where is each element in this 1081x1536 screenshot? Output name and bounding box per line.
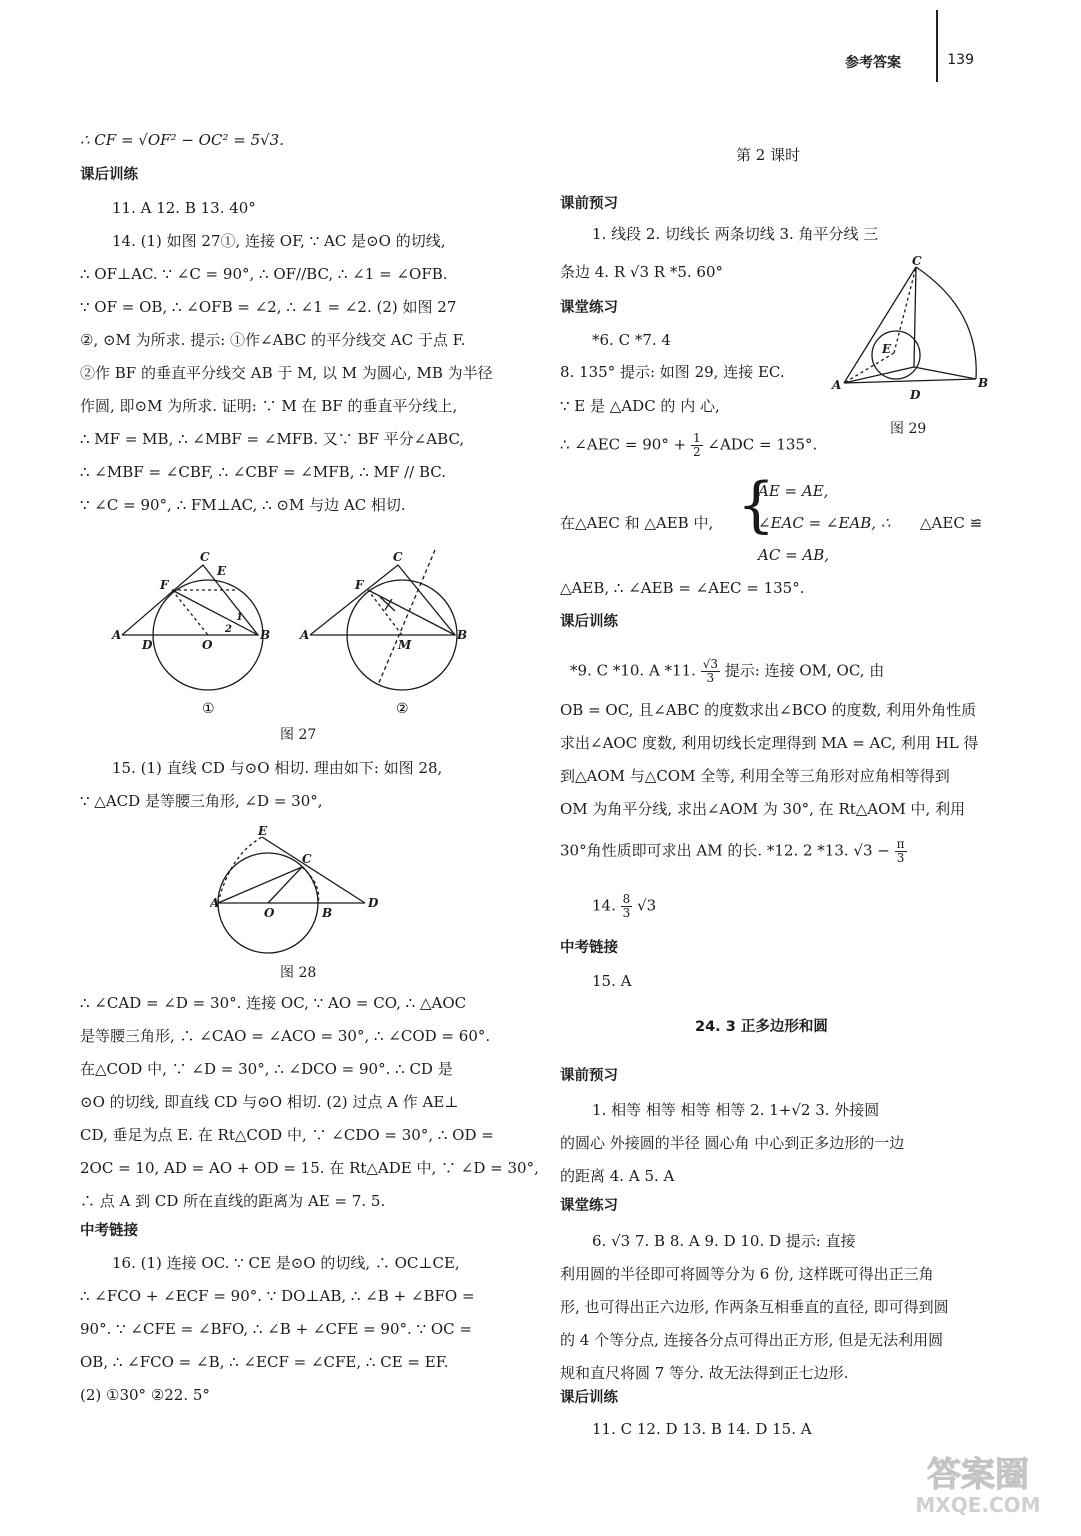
text-line: 6. √3 7. B 8. A 9. D 10. D 提示: 直接 (592, 1232, 856, 1250)
text-line: 的圆心 外接圆的半径 圆心角 中心到正多边形的一边 (560, 1134, 905, 1152)
case-line: AC = AB, (758, 546, 830, 564)
text-line: CD, 垂足为点 E. 在 Rt△COD 中, ∵ ∠CDO = 30°, ∴ OD = (80, 1126, 494, 1144)
section-heading: 中考链接 (560, 940, 618, 956)
text-line: 在△COD 中, ∵ ∠D = 30°, ∴ ∠DCO = 90°. ∴ CD 是 (80, 1060, 453, 1078)
text-line (560, 432, 817, 459)
svg-text:D: D (142, 638, 153, 652)
text-line: ∴ 点 A 到 CD 所在直线的距离为 AE = 7. 5. (80, 1192, 386, 1210)
figure-27 (110, 545, 510, 720)
section-heading: 课后训练 (80, 167, 138, 183)
svg-text:O: O (264, 906, 275, 920)
text-line: 14. (1) 如图 27①, 连接 OF, ∵ AC 是⊙O 的切线, (112, 232, 446, 250)
figure-27-caption: 图 27 (280, 727, 317, 743)
svg-text:1: 1 (236, 612, 243, 623)
text-line: 形, 也可得出正六边形, 作两条互相垂直的直径, 即可得到圆 (560, 1298, 949, 1316)
figure-29-caption: 图 29 (890, 421, 927, 437)
fraction-den: 2 (692, 445, 701, 459)
text-line: ∴ ∠MBF = ∠CBF, ∴ ∠CBF = ∠MFB, ∴ MF // BC. (80, 463, 446, 481)
text-line: ∴ OF⊥AC. ∵ ∠C = 90°, ∴ OF//BC, ∴ ∠1 = ∠OFB. (80, 265, 448, 283)
text-seg: 14. (592, 896, 616, 915)
fraction-den: 3 (622, 906, 631, 920)
text-line: ∴ ∠FCO + ∠ECF = 90°. ∵ DO⊥AB, ∴ ∠B + ∠BFO = (80, 1287, 475, 1305)
text-line: 90°. ∵ ∠CFE = ∠BFO, ∴ ∠B + ∠CFE = 90°. ∵ OC = (80, 1320, 472, 1338)
section-heading: 课堂练习 (560, 300, 618, 316)
text-line: 利用圆的半径即可将圆等分为 6 份, 这样既可得出正三角 (560, 1265, 934, 1283)
fraction-num: 1 (692, 431, 701, 445)
fraction-num: √3 (702, 657, 718, 671)
fig27-sub-label-2: ② (396, 701, 409, 717)
svg-text:A: A (300, 628, 310, 642)
section-heading: 课前预习 (560, 1068, 618, 1084)
section-heading: 课前预习 (560, 196, 618, 212)
svg-text:2: 2 (225, 624, 232, 635)
fraction-den: 3 (706, 671, 715, 685)
fraction (621, 893, 633, 920)
text-line (592, 893, 656, 920)
page-number: 139 (947, 52, 974, 68)
text-line: OB = OC, 且∠ABC 的度数求出∠BCO 的度数, 利用外角性质 (560, 701, 977, 719)
svg-text:F: F (355, 578, 364, 592)
fraction (701, 658, 720, 685)
text-line: 15. (1) 直线 CD 与⊙O 相切. 理由如下: 如图 28, (112, 759, 443, 777)
text-line: ∴ MF = MB, ∴ ∠MBF = ∠MFB. 又∵ BF 平分∠ABC, (80, 430, 465, 448)
lesson-title: 第 2 课时 (736, 146, 801, 164)
text-line: *6. C *7. 4 (592, 331, 671, 349)
text-line: ⊙O 的切线, 即直线 CD 与⊙O 相切. (2) 过点 A 作 AE⊥ (80, 1093, 459, 1111)
section-title: 24. 3 正多边形和圆 (695, 1019, 828, 1035)
text-seg: *9. C *10. A *11. (570, 661, 696, 680)
svg-text:B: B (260, 628, 271, 642)
svg-text:M: M (398, 638, 412, 652)
text-line: ∵ ∠C = 90°, ∴ FM⊥AC, ∴ ⊙M 与边 AC 相切. (80, 496, 406, 514)
section-heading: 中考链接 (80, 1223, 138, 1239)
watermark-url: MXQE.COM (915, 1493, 1041, 1517)
figure-28-caption: 图 28 (280, 965, 317, 981)
text-line: 在△AEC 和 △AEB 中, (560, 514, 714, 532)
text-line: 到△AOM 与△COM 全等, 利用全等三角形对应角相等得到 (560, 767, 950, 785)
text-line: 条边 4. R √3 R *5. 60° (560, 263, 724, 281)
text-line: 1. 线段 2. 切线长 两条切线 3. 角平分线 三 (592, 225, 879, 243)
text-line: OM 为角平分线, 求出∠AOM 为 30°, 在 Rt△AOM 中, 利用 (560, 800, 966, 818)
text-line: 15. A (592, 972, 632, 990)
section-heading: 课后训练 (560, 614, 618, 630)
text-seg: 提示: 连接 OM, OC, 由 (724, 661, 885, 680)
svg-text:D: D (910, 388, 921, 402)
text-line: 2OC = 10, AD = AO + OD = 15. 在 Rt△ADE 中, ∵ ∠D = 30°, (80, 1159, 539, 1177)
fig27-sub-label-1: ① (202, 701, 215, 717)
watermark-text: 答案圈 (927, 1455, 1029, 1495)
figure-28 (210, 825, 390, 955)
brace-symbol: { (737, 470, 776, 540)
svg-text:E: E (217, 564, 227, 578)
text-line: (2) ①30° ②22. 5° (80, 1386, 210, 1404)
text-line: 8. 135° 提示: 如图 29, 连接 EC. (560, 363, 785, 381)
svg-text:A: A (112, 628, 122, 642)
text-line: ∵ OF = OB, ∴ ∠OFB = ∠2, ∴ ∠1 = ∠2. (2) 如图 27 (80, 298, 457, 316)
text-line: ∵ E 是 △ADC 的 内 心, (560, 397, 720, 415)
text-line: △AEB, ∴ ∠AEB = ∠AEC = 135°. (560, 579, 805, 597)
text-line: 11. A 12. B 13. 40° (112, 199, 256, 217)
text-line: 1. 相等 相等 相等 相等 2. 1+√2 3. 外接圆 (592, 1101, 880, 1119)
text-line: ∴ ∠CAD = ∠D = 30°. 连接 OC, ∵ AO = CO, ∴ △AOC (80, 994, 467, 1012)
svg-text:E: E (882, 342, 892, 356)
text-line: ∴ CF = √OF² − OC² = 5√3. (80, 131, 284, 149)
text-line: 是等腰三角形, ∴ ∠CAO = ∠ACO = 30°, ∴ ∠COD = 60°. (80, 1027, 491, 1045)
text-line: 规和直尺将圆 7 等分. 故无法得到正七边形. (560, 1364, 849, 1382)
text-line (560, 838, 907, 865)
section-heading: 课后训练 (560, 1390, 618, 1406)
text-line: △AEC ≌ (920, 514, 983, 532)
text-line: ∵ △ACD 是等腰三角形, ∠D = 30°, (80, 792, 323, 810)
text-seg: 30°角性质即可求出 AM 的长. *12. 2 *13. √3 − (560, 841, 890, 860)
svg-text:O: O (202, 638, 213, 652)
section-heading: 课堂练习 (560, 1198, 618, 1214)
case-line: ∠EAC = ∠EAB, ∴ (758, 514, 891, 532)
text-seg: ∴ ∠AEC = 90° + (560, 435, 687, 454)
svg-text:C: C (302, 852, 312, 866)
fraction-num: 8 (622, 892, 631, 906)
text-line: 的距离 4. A 5. A (560, 1167, 675, 1185)
text-line: 作圆, 即⊙M 为所求. 证明: ∵ M 在 BF 的垂直平分线上, (80, 397, 458, 415)
text-line: 16. (1) 连接 OC. ∵ CE 是⊙O 的切线, ∴ OC⊥CE, (112, 1254, 460, 1272)
svg-text:C: C (200, 550, 210, 564)
header-divider (936, 10, 938, 82)
text-line: 11. C 12. D 13. B 14. D 15. A (592, 1420, 812, 1438)
svg-text:B: B (978, 376, 989, 390)
text-seg: ∠ADC = 135°. (707, 435, 818, 454)
text-line: ②作 BF 的垂直平分线交 AB 于 M, 以 M 为圆心, MB 为半径 (80, 364, 493, 382)
header-title: 参考答案 (845, 55, 901, 71)
fraction-den: 3 (896, 851, 905, 865)
text-line: 求出∠AOC 度数, 利用切线长定理得到 MA = AC, 利用 HL 得 (560, 734, 979, 752)
text-seg: √3 (637, 896, 657, 915)
svg-text:B: B (322, 906, 333, 920)
fraction (895, 838, 907, 865)
fraction (691, 432, 703, 459)
svg-text:B: B (457, 628, 468, 642)
svg-text:A: A (210, 896, 220, 910)
fraction-num: π (896, 837, 905, 851)
svg-text:A: A (832, 378, 842, 392)
svg-text:C: C (912, 255, 922, 268)
svg-text:D: D (368, 896, 379, 910)
text-line: 的 4 个等分点, 连接各分点可得出正方形, 但是无法利用圆 (560, 1331, 944, 1349)
case-line: AE = AE, (758, 482, 829, 500)
text-line: ②, ⊙M 为所求. 提示: ①作∠ABC 的平分线交 AC 于点 F. (80, 331, 466, 349)
svg-text:C: C (393, 550, 403, 564)
text-line (570, 658, 884, 685)
svg-text:F: F (160, 578, 169, 592)
watermark-logo (896, 1448, 1061, 1518)
svg-text:E: E (258, 825, 268, 838)
text-line: OB, ∴ ∠FCO = ∠B, ∴ ∠ECF = ∠CFE, ∴ CE = EF. (80, 1353, 449, 1371)
figure-29 (830, 255, 990, 405)
